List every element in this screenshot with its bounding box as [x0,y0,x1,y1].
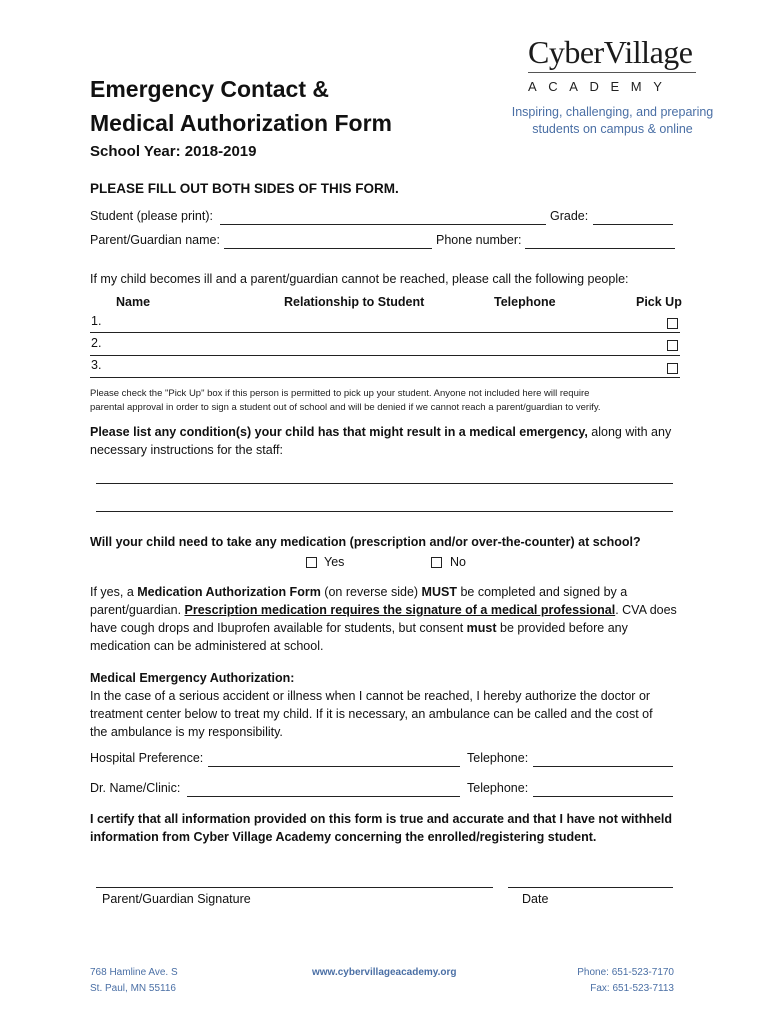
medication-text: . CVA does [615,603,677,617]
pickup-note-line-2: parental approval in order to sign a student out of school and will be denied if we cannot reach a parent/guardian to verify. [90,402,601,413]
medication-instructions [90,583,680,655]
prescription-requirement: Prescription medication requires the signature of a medical professional [184,603,616,617]
doctor-telephone-label: Telephone: [467,781,529,795]
hospital-telephone-label: Telephone: [467,751,529,765]
tagline-line-2: students on campus & online [532,122,693,136]
authorization-text: treatment center below to treat my child. If it is necessary, an ambulance can be called and the cost of [90,707,653,721]
pickup-note [90,387,690,415]
pickup-checkbox-1[interactable] [667,318,678,329]
medication-text: be provided before any [496,621,628,635]
conditions-prompt-line-2: necessary instructions for the staff: [90,443,283,457]
medication-text: be completed and signed by a [456,585,628,599]
footer-address-line-1: 768 Hamline Ave. S [90,967,178,978]
hospital-field[interactable] [208,766,460,767]
pickup-checkbox-3[interactable] [667,363,678,374]
contact-row-number: 2. [91,336,102,350]
grade-field[interactable] [593,224,673,225]
signature-field[interactable] [96,887,493,888]
medication-yes-checkbox[interactable] [306,557,317,568]
header-name: Name [116,295,151,309]
contact-row-line-3[interactable] [90,377,680,378]
medication-must: MUST [421,585,457,599]
footer-fax: Fax: 651-523-7113 [590,983,674,994]
conditions-prompt-rest: along with any [587,425,672,439]
student-name-field[interactable] [220,224,546,225]
guardian-name-label: Parent/Guardian name: [90,233,220,247]
medication-no-label: No [450,555,466,569]
header-telephone: Telephone [494,295,556,309]
doctor-label: Dr. Name/Clinic: [90,781,181,795]
contacts-intro: If my child becomes ill and a parent/guardian cannot be reached, please call the following people: [90,272,629,286]
medication-text: (on reverse side) [320,585,422,599]
doctor-field[interactable] [187,796,460,797]
hospital-telephone-field[interactable] [533,766,673,767]
signature-label: Parent/Guardian Signature [102,892,251,906]
pickup-note-line-1: Please check the "Pick Up" box if this person is permitted to pick up your student. Anyone not included here will require [90,388,590,399]
date-field[interactable] [508,887,673,888]
footer-address-line-2: St. Paul, MN 55116 [90,983,176,994]
footer-address [90,965,178,997]
conditions-field-line-1[interactable] [96,483,673,484]
guardian-name-field[interactable] [224,248,432,249]
grade-label: Grade: [550,209,589,223]
certification-line-2: information from Cyber Village Academy concerning the enrolled/registering student. [90,830,597,844]
school-year: School Year: 2018-2019 [90,143,257,160]
conditions-field-line-2[interactable] [96,511,673,512]
certification-line-1: I certify that all information provided on this form is true and accurate and that I have not withheld [90,812,673,826]
phone-number-field[interactable] [525,248,675,249]
medication-question: Will your child need to take any medication (prescription and/or over-the-counter) at school? [90,535,641,549]
form-title-line-2: Medical Authorization Form [90,110,392,136]
authorization-heading: Medical Emergency Authorization: [90,671,295,685]
authorization-text: In the case of a serious accident or illness when I cannot be reached, I hereby authorize the doctor or [90,689,651,703]
form-title-line-1: Emergency Contact & [90,76,330,102]
academy-logo-subtitle: ACADEMY [528,79,674,94]
phone-number-label: Phone number: [436,233,522,247]
medication-form-name: Medication Authorization Form [137,585,321,599]
pickup-checkbox-2[interactable] [667,340,678,351]
contact-row-line-2[interactable] [90,355,680,356]
date-label: Date [522,892,549,906]
hospital-label: Hospital Preference: [90,751,204,765]
certification-statement [90,810,680,846]
header-relationship: Relationship to Student [284,295,425,309]
medication-text: If yes, a [90,585,138,599]
conditions-prompt [90,423,680,459]
doctor-telephone-field[interactable] [533,796,673,797]
tagline-line-1: Inspiring, challenging, and preparing [511,105,714,119]
logo-divider [528,72,696,73]
header-pickup: Pick Up [636,295,682,309]
contact-row-line-1[interactable] [90,332,680,333]
medication-no-checkbox[interactable] [431,557,442,568]
student-name-label: Student (please print): [90,209,213,223]
medication-text: medication can be administered at school. [90,639,324,653]
academy-tagline [510,104,715,138]
conditions-prompt-bold: Please list any condition(s) your child has that might result in a medical emergency, [90,425,588,439]
contact-row-number: 1. [91,314,102,328]
footer-website[interactable]: www.cybervillageacademy.org [312,967,457,978]
academy-logo-name: CyberVillage [528,34,693,70]
authorization-text: the ambulance is my responsibility. [90,725,283,739]
fill-both-sides-notice: PLEASE FILL OUT BOTH SIDES OF THIS FORM. [90,181,399,196]
medication-must-consent: must [466,621,497,635]
medication-text: parent/guardian. [90,603,185,617]
medication-yes-label: Yes [324,555,345,569]
medical-authorization [90,669,680,741]
footer-contact [560,965,674,997]
contact-row-number: 3. [91,358,102,372]
medication-text: have cough drops and Ibuprofen available for students, but consent [90,621,467,635]
footer-phone: Phone: 651-523-7170 [577,967,674,978]
